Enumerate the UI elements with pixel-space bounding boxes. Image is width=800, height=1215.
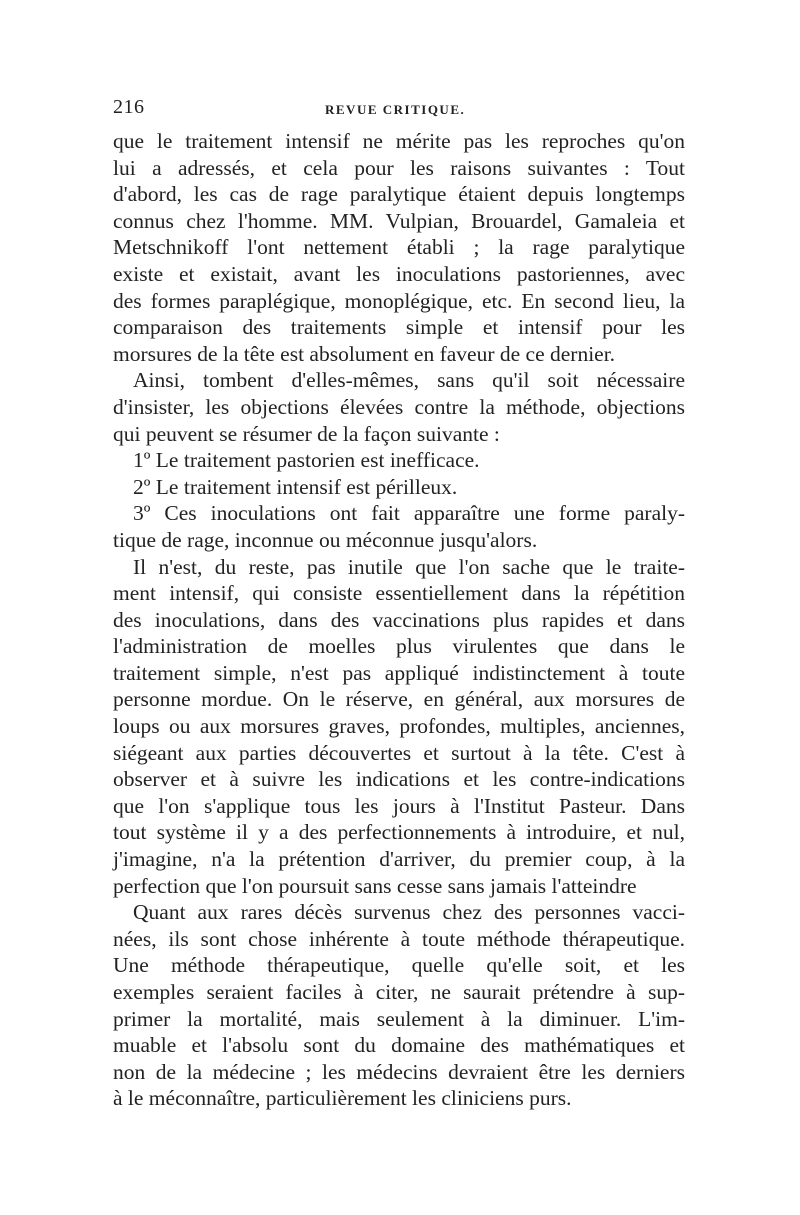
text-line: comparaison des traitements simple et intensif pour les (113, 315, 685, 340)
text-line: muable et l'absolu sont du domaine des mathématiques et (113, 1033, 685, 1058)
text-line: des formes paraplégique, monoplégique, etc. En second lieu, la (113, 288, 685, 313)
text-line: ment intensif, qui consiste essentiellement dans la répétition (113, 581, 685, 606)
text-line: Ainsi, tombent d'elles-mêmes, sans qu'il soit nécessaire (133, 368, 685, 393)
text-line: Une méthode thérapeutique, quelle qu'elle soit, et les (113, 953, 685, 978)
text-line: traitement simple, n'est pas appliqué indistinctement à toute (113, 660, 685, 685)
text-line: Metschnikoff l'ont nettement établi ; la rage paralytique (113, 235, 685, 260)
text-line: exemples seraient faciles à citer, ne saurait prétendre à sup- (113, 980, 685, 1004)
text-line: tique de rage, inconnue ou méconnue jusqu'alors. (113, 527, 538, 552)
text-line: l'administration de moelles plus virulentes que dans le (113, 634, 685, 659)
text-line: qui peuvent se résumer de la façon suivante : (113, 421, 500, 446)
page-number: 216 (113, 96, 145, 118)
text-line: loups ou aux morsures graves, profondes, multiples, anciennes, (113, 714, 685, 739)
text-line: existe et existait, avant les inoculations pastoriennes, avec (113, 261, 685, 286)
text-line: Il n'est, du reste, pas inutile que l'on sache que le traite- (133, 554, 685, 579)
text-line: que l'on s'applique tous les jours à l'Institut Pasteur. Dans (113, 793, 685, 818)
text-line: perfection que l'on poursuit sans cesse sans jamais l'atteindre (113, 873, 637, 898)
body-text (113, 128, 685, 1112)
text-line: connus chez l'homme. MM. Vulpian, Brouardel, Gamaleia et (113, 208, 685, 233)
page-header (113, 96, 685, 126)
list-item: 2º Le traitement intensif est périlleux. (133, 474, 458, 499)
list-item: 3º Ces inoculations ont fait apparaître une forme paraly- (133, 501, 685, 526)
list-item: 1º Le traitement pastorien est inefficace. (133, 448, 480, 473)
text-line: j'imagine, n'a la prétention d'arriver, du premier coup, à la (113, 847, 685, 872)
text-line: que le traitement intensif ne mérite pas les reproches qu'on (113, 129, 685, 153)
text-line: lui a adressés, et cela pour les raisons suivantes : Tout (113, 155, 685, 180)
text-line: personne mordue. On le réserve, en général, aux morsures de (113, 687, 685, 712)
text-line: non de la médecine ; les médecins devraient être les derniers (113, 1059, 685, 1084)
text-line: d'abord, les cas de rage paralytique étaient depuis longtemps (113, 182, 685, 207)
text-line: primer la mortalité, mais seulement à la diminuer. L'im- (113, 1006, 685, 1031)
text-line: morsures de la tête est absolument en faveur de ce dernier. (113, 341, 616, 366)
text-line: Quant aux rares décès survenus chez des personnes vacci- (133, 900, 685, 925)
text-line: à le méconnaître, particulièrement les cliniciens purs. (113, 1086, 572, 1111)
text-line: nées, ils sont chose inhérente à toute méthode thérapeutique. (113, 926, 685, 951)
text-line: d'insister, les objections élevées contre la méthode, objections (113, 394, 685, 419)
running-title: REVUE CRITIQUE. (325, 102, 466, 117)
text-line: observer et à suivre les indications et les contre-indications (113, 767, 685, 792)
text-line: des inoculations, dans des vaccinations plus rapides et dans (113, 607, 685, 632)
text-line: tout système il y a des perfectionnements à introduire, et nul, (113, 820, 685, 845)
text-line: siégeant aux parties découvertes et surtout à la tête. C'est à (113, 740, 685, 765)
